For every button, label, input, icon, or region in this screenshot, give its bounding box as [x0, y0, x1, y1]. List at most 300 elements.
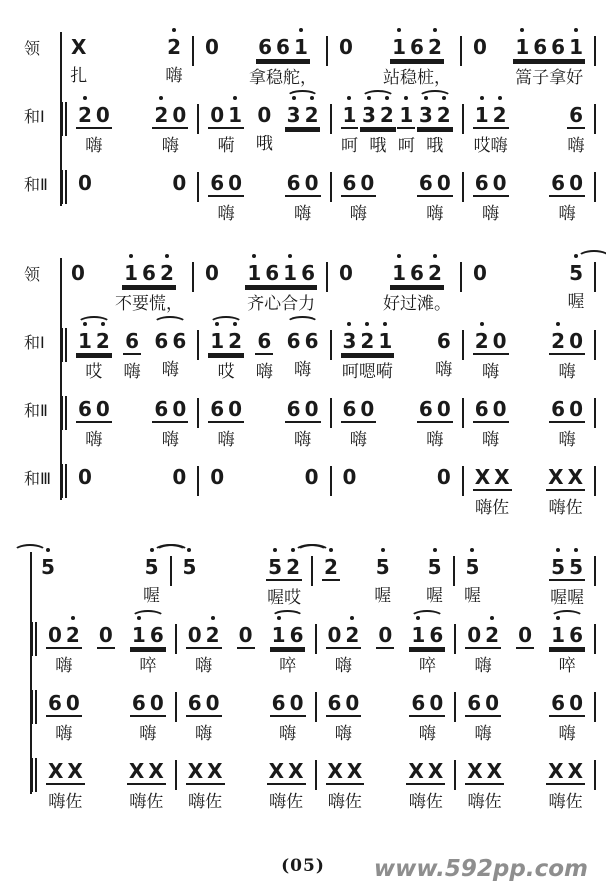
lyric-syllable: 篙子拿好 [515, 68, 584, 88]
note [569, 320, 583, 353]
beam-group [546, 750, 585, 785]
octave-dot-slot [262, 322, 266, 326]
octave-dot [187, 548, 191, 552]
octave-dot-slot [347, 390, 351, 394]
lyric-syllable: 嗨佐 [129, 792, 164, 812]
note-group [549, 162, 585, 226]
octave-dot-slot [573, 458, 577, 462]
beam-group [549, 388, 585, 423]
note-digit: 0 [228, 397, 243, 421]
note-digit: 6 [467, 691, 482, 715]
octave-dot [288, 254, 292, 258]
note-digit: 1 [551, 623, 566, 647]
note-group [130, 614, 166, 678]
note [569, 614, 583, 647]
note-digit: X [427, 759, 444, 783]
double-barline [30, 690, 37, 724]
octave-dot-slot [472, 684, 476, 688]
beam-group [513, 26, 585, 61]
octave-dot [383, 322, 387, 326]
note-digit: 0 [436, 397, 451, 421]
note [568, 750, 583, 783]
octave-dot-slot [263, 28, 267, 32]
note-group [341, 456, 359, 518]
lyric-syllable: 嗨 [418, 724, 436, 744]
note [467, 682, 481, 715]
note-digit: X [288, 759, 304, 783]
beam-group [46, 750, 85, 785]
lyric-syllable: 齐心合力 [247, 294, 316, 314]
octave-dot [129, 254, 133, 258]
note-digit: 2 [304, 103, 319, 127]
octave-dot-slot [498, 390, 502, 394]
note [339, 252, 353, 285]
measure [455, 546, 595, 610]
note-digit: 0 [345, 691, 360, 715]
note [569, 682, 583, 715]
note-digit: 2 [205, 623, 220, 647]
octave-dot [556, 322, 560, 326]
octave-dot [490, 616, 494, 620]
octave-dot [273, 548, 277, 552]
octave-dot-slot [332, 684, 336, 688]
octave-dot-slot [574, 390, 578, 394]
beam-group [397, 94, 415, 129]
lyric-syllable: 嗨 [334, 724, 352, 744]
note-digit: 2 [78, 103, 92, 127]
lyric-syllable: 嗨佐 [467, 792, 502, 812]
note-digit: 1 [474, 103, 489, 127]
octave-dot-slot [53, 616, 57, 620]
note [494, 456, 509, 489]
lyric-syllable: 哦 [426, 136, 444, 156]
note [515, 26, 529, 59]
octave-dot-slot [210, 28, 214, 32]
note-digit: 0 [342, 465, 357, 489]
beam-group [165, 26, 183, 59]
music-row [60, 94, 596, 158]
note-digit: 0 [78, 465, 92, 489]
octave-dot-slot [233, 164, 237, 168]
barline [594, 692, 596, 722]
note [475, 320, 489, 353]
note-digit: 2 [345, 623, 360, 647]
octave-dot-slot [414, 752, 418, 756]
note-digit: 6 [131, 691, 146, 715]
octave-dot-slot [177, 390, 181, 394]
octave-dot-slot [574, 164, 578, 168]
measure [328, 252, 460, 316]
octave-dot-slot [193, 616, 197, 620]
note [437, 162, 451, 195]
measure [332, 94, 462, 158]
note-digit: 6 [289, 623, 304, 647]
octave-dot-slot [574, 616, 578, 620]
beam-group [186, 750, 225, 785]
beam-group [123, 320, 141, 355]
note-group [383, 26, 451, 90]
octave-dot-slot [434, 752, 438, 756]
note-digit: 0 [210, 103, 225, 127]
note [551, 26, 565, 59]
note [210, 388, 224, 421]
note [305, 94, 319, 127]
note [71, 252, 85, 285]
note [48, 614, 62, 647]
note [66, 682, 80, 715]
note [96, 388, 110, 421]
note-group [513, 26, 585, 90]
lyric-syllable: 嗨 [474, 656, 492, 676]
measure [37, 614, 175, 678]
beam-group [76, 320, 112, 355]
measure [464, 388, 594, 452]
note-digit: 3 [286, 103, 301, 127]
note-digit: 2 [154, 103, 169, 127]
octave-dot [165, 254, 169, 258]
octave-dot [137, 616, 141, 620]
octave-dot [556, 548, 560, 552]
octave-dot-slot [473, 752, 477, 756]
note [551, 682, 565, 715]
note-digit: 2 [360, 329, 375, 353]
note-group [417, 388, 453, 452]
note-digit: 0 [289, 691, 304, 715]
note-group [170, 456, 188, 518]
octave-dot-slot [71, 684, 75, 688]
octave-dot-slot [277, 684, 281, 688]
note-digit: 0 [339, 261, 353, 285]
octave-dot-slot [347, 164, 351, 168]
note-digit: 1 [569, 35, 583, 59]
beam-group [406, 750, 445, 785]
octave-dot [233, 322, 237, 326]
octave-dot-slot [306, 254, 310, 258]
note [268, 546, 282, 579]
lyric-syllable: 嗨 [195, 656, 213, 676]
beam-group [266, 546, 302, 581]
octave-dot [215, 322, 219, 326]
octave-dot [498, 96, 502, 100]
note [132, 682, 146, 715]
beam-group [465, 750, 504, 785]
beam-group [417, 388, 453, 423]
note-digit: 2 [551, 329, 566, 353]
octave-dot [433, 548, 437, 552]
note-digit: 3 [361, 103, 376, 127]
note-digit: 0 [238, 623, 253, 647]
note-digit: X [346, 759, 363, 783]
voice-label [0, 682, 30, 692]
note-digit: 0 [205, 35, 219, 59]
note-group [567, 94, 585, 158]
note [493, 388, 507, 421]
octave-dot [433, 254, 437, 258]
octave-dot-slot [281, 28, 285, 32]
note-group [341, 162, 377, 226]
beam-group [341, 94, 359, 129]
note [288, 750, 303, 783]
octave-dot-slot [193, 684, 197, 688]
octave-dot-slot [147, 254, 151, 258]
octave-dot-slot [350, 684, 354, 688]
octave-dot-slot [434, 616, 438, 620]
voice-line [0, 94, 606, 158]
note [343, 456, 357, 489]
note [228, 162, 242, 195]
measure [199, 162, 329, 226]
lyric-syllable: 嗨 [294, 204, 312, 224]
voice-label: 和Ⅲ [24, 469, 52, 488]
note [188, 750, 203, 783]
note-group [341, 320, 395, 384]
lyric-syllable: 啐 [418, 656, 436, 676]
note-group [186, 682, 222, 746]
note-group [46, 614, 82, 678]
lyric-syllable: 嗨 [123, 362, 141, 382]
beam-group [374, 546, 392, 579]
lyric-syllable: 嗨 [55, 724, 73, 744]
note [569, 26, 583, 59]
measure [328, 26, 460, 90]
note-digit: 6 [411, 691, 426, 715]
note-digit: 2 [228, 329, 243, 353]
note-digit: 6 [410, 261, 424, 285]
beam-group [567, 252, 585, 285]
note-digit: 1 [228, 103, 243, 127]
octave-dot-slot [137, 684, 141, 688]
measure [177, 614, 315, 678]
note [228, 320, 242, 353]
lyric-syllable: 嗨佐 [48, 792, 83, 812]
barline [594, 398, 596, 428]
lyric-syllable: 嗨 [426, 204, 444, 224]
note [343, 94, 357, 127]
note-digit: 6 [154, 397, 169, 421]
music-row [30, 750, 596, 814]
note [437, 94, 451, 127]
octave-dot-slot [233, 390, 237, 394]
note [485, 614, 499, 647]
octave-dot-slot [478, 28, 482, 32]
measure [67, 388, 197, 452]
octave-dot-slot [292, 390, 296, 394]
note-group [471, 252, 489, 314]
note-digit: 6 [265, 261, 280, 285]
note-digit: 6 [286, 397, 301, 421]
beam-group [435, 320, 453, 353]
note [551, 320, 565, 353]
note-digit: 6 [276, 35, 290, 59]
lyric-syllable: 嗨佐 [548, 498, 583, 518]
note-digit: 1 [78, 329, 92, 353]
lyric-syllable: 嗨佐 [269, 792, 304, 812]
octave-dot-slot [347, 458, 351, 462]
note-digit: 1 [399, 103, 414, 127]
octave-dot-slot [274, 752, 278, 756]
octave-dot-slot [424, 164, 428, 168]
note-group [285, 162, 321, 226]
note [569, 162, 583, 195]
voice-label [0, 614, 30, 624]
octave-dot [233, 96, 237, 100]
octave-dot-slot [215, 390, 219, 394]
note [324, 546, 338, 579]
lyric-syllable: 啐 [558, 656, 576, 676]
barline [594, 104, 596, 134]
note-digit: X [567, 465, 583, 489]
beam-group [341, 162, 377, 197]
note [428, 252, 442, 285]
note-group [165, 26, 183, 88]
music-row [60, 162, 596, 226]
octave-dot-slot [498, 322, 502, 326]
beam-group [76, 388, 112, 423]
lyric-syllable: 喔喔 [550, 588, 585, 608]
note-digit: X [67, 759, 83, 783]
note-digit: 0 [467, 623, 482, 647]
note [124, 252, 138, 285]
note [360, 388, 374, 421]
note-digit: 0 [492, 397, 507, 421]
measure [332, 320, 462, 384]
note-group [341, 388, 377, 452]
lyric-syllable: 嗨 [294, 430, 312, 450]
measure [199, 388, 329, 452]
note [287, 162, 301, 195]
note-digit: X [567, 759, 583, 783]
octave-dot-slot [442, 390, 446, 394]
beam-group [465, 614, 501, 649]
lyric-syllable: 嗨 [426, 430, 444, 450]
note [466, 546, 480, 579]
octave-dot-slot [416, 684, 420, 688]
note-digit: X [486, 759, 503, 783]
note-digit: 2 [65, 623, 80, 647]
barline [594, 556, 596, 586]
note [467, 750, 482, 783]
note-digit: 0 [360, 171, 375, 195]
voice-line [0, 456, 606, 520]
beam-group [285, 162, 321, 197]
note [154, 94, 168, 127]
note-digit: 0 [492, 171, 507, 195]
note-digit: 6 [569, 103, 583, 127]
note [347, 750, 362, 783]
beam-group [341, 320, 395, 355]
octave-dot-slot [292, 164, 296, 168]
note-digit: 6 [304, 329, 319, 353]
note-digit: 0 [205, 261, 219, 285]
note-digit: X [187, 759, 204, 783]
note [142, 252, 156, 285]
note [239, 614, 253, 647]
octave-dot-slot [211, 684, 215, 688]
lyric-syllable: 喔 [463, 586, 481, 606]
beam-group [237, 614, 255, 649]
octave-dot [385, 96, 389, 100]
octave-dot-slot [177, 458, 181, 462]
beam-group [376, 614, 394, 649]
note-group [208, 94, 244, 158]
note-digit: 0 [187, 623, 202, 647]
octave-dot-slot [73, 752, 77, 756]
octave-dot-slot [353, 752, 357, 756]
octave-dot-slot [83, 458, 87, 462]
octave-dot-slot [554, 458, 558, 462]
note-digit: 5 [375, 555, 390, 579]
octave-dot-slot [294, 752, 298, 756]
lyric-syllable: 嗨佐 [408, 792, 443, 812]
note-digit: 0 [339, 35, 353, 59]
octave-dot-slot [365, 164, 369, 168]
note-digit: 0 [429, 691, 444, 715]
note-digit: 1 [210, 329, 225, 353]
note-digit: 6 [474, 397, 489, 421]
note [569, 252, 583, 285]
octave-dot [291, 548, 295, 552]
note-digit: 6 [551, 171, 566, 195]
lyric-syllable: 嗨 [558, 362, 576, 382]
note-digit: 0 [65, 691, 80, 715]
beam-group [203, 252, 221, 285]
note-digit: 1 [247, 261, 262, 285]
octave-dot-slot [155, 684, 159, 688]
beam-group [152, 94, 188, 129]
note-group [267, 750, 306, 814]
beam-group [186, 682, 222, 717]
voice-line [0, 750, 606, 814]
note-digit: X [128, 759, 145, 783]
octave-dot-slot [344, 254, 348, 258]
octave-dot-slot [480, 164, 484, 168]
note [473, 26, 487, 59]
octave-dot-slot [101, 390, 105, 394]
octave-dot [347, 322, 351, 326]
lyric-syllable: 嗨 [161, 136, 179, 156]
octave-dot-slot [193, 752, 197, 756]
note-group [285, 320, 321, 382]
note [428, 546, 442, 579]
beam-group [69, 26, 88, 59]
note-group [417, 162, 453, 226]
note-group [270, 682, 306, 746]
octave-dot-slot [177, 322, 181, 326]
note-digit: 6 [210, 397, 225, 421]
beam-group [516, 614, 534, 649]
note [437, 456, 451, 489]
note-group [409, 614, 445, 678]
note [272, 682, 286, 715]
note-group [546, 456, 585, 520]
octave-dot [329, 548, 333, 552]
note-group [435, 320, 453, 382]
beam-group [256, 26, 310, 61]
barline [594, 262, 596, 292]
note [41, 546, 55, 579]
lyric-syllable: 啐 [279, 656, 297, 676]
note-group [326, 682, 362, 746]
lyric-syllable: 嗨 [85, 136, 103, 156]
lyric-syllable: 嗨 [255, 362, 273, 382]
note-digit: 1 [392, 261, 407, 285]
octave-dot [350, 616, 354, 620]
note-digit: 6 [551, 35, 566, 59]
voice-line [0, 320, 606, 384]
lyric-syllable: 嗨 [567, 136, 585, 156]
note-digit: 1 [515, 35, 530, 59]
note-digit: X [548, 465, 564, 489]
